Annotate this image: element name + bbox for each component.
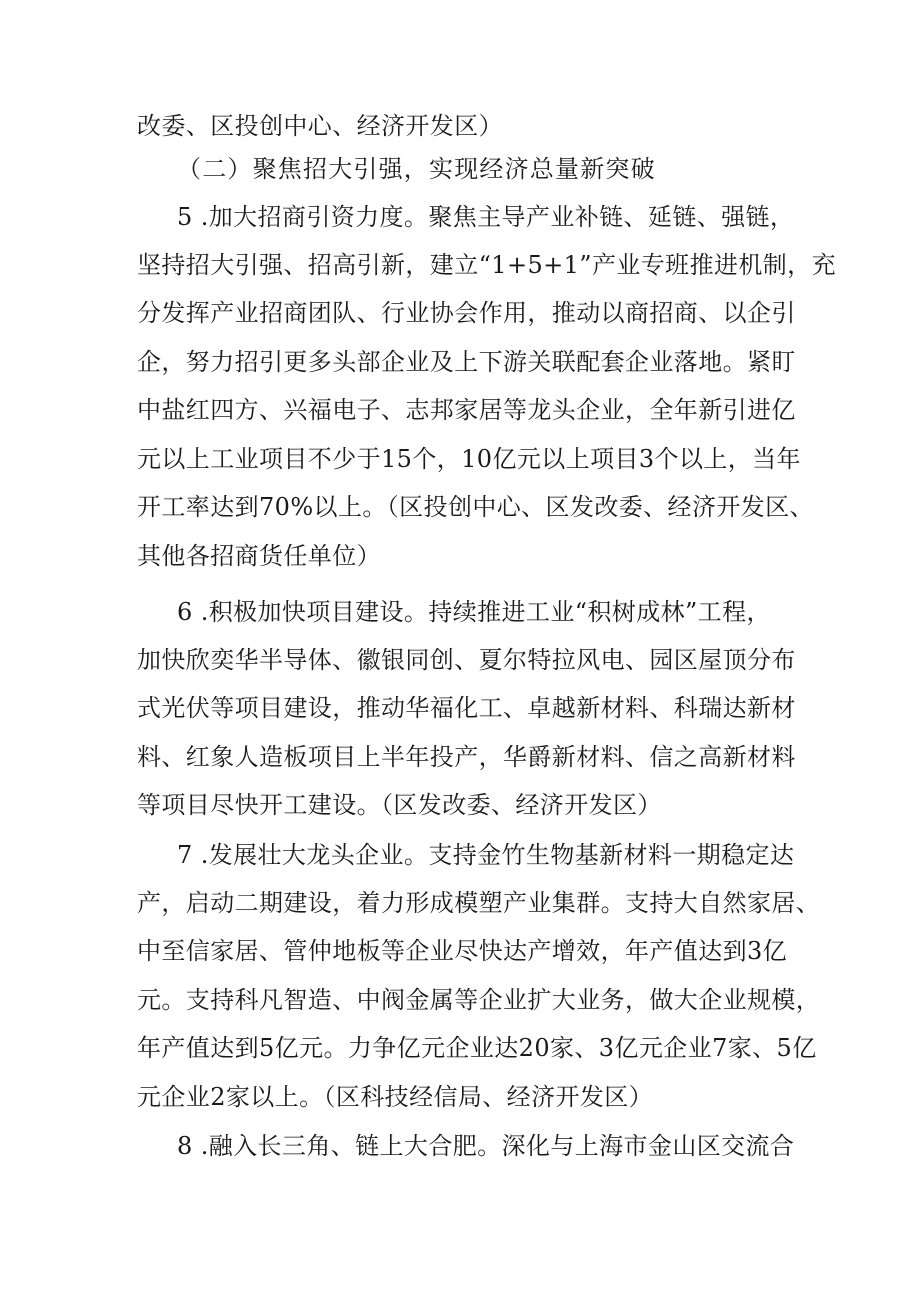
text-line: 元。支持科凡智造、中阀金属等企业扩大业务，做大企业规模， (137, 986, 821, 1014)
text-line: 产，启动二期建设，着力形成模塑产业集群。支持大自然家居、 (137, 889, 821, 917)
item-7-heading-line: 7 .发展壮大龙头企业。支持金竹生物基新材料一期稳定达 (177, 841, 795, 869)
section-heading: （二）聚焦招大引强，实现经济总量新突破 (177, 155, 656, 183)
text-line: 中盐红四方、兴福电子、志邦家居等龙头企业，全年新引进亿 (137, 396, 796, 424)
text-line: 式光伏等项目建设，推动华福化工、卓越新材料、科瑞达新材 (137, 694, 796, 722)
text-line: 等项目尽快开工建设。（区发改委、经济开发区） (137, 791, 662, 819)
text-line: 料、红象人造板项目上半年投产，华爵新材料、信之高新材料 (137, 743, 796, 771)
item-8-heading-line: 8 .融入长三角、链上大合肥。深化与上海市金山区交流合 (177, 1132, 795, 1160)
text-line: 中至信家居、管仲地板等企业尽快达产增效，年产值达到3亿 (137, 937, 788, 965)
item-6-heading-line: 6 .积极加快项目建设。持续推进工业“积树成林”工程， (177, 598, 771, 626)
text-line: 加快欣奕华半导体、徽银同创、夏尔特拉风电、园区屋顶分布 (137, 646, 796, 674)
text-line: 开工率达到70%以上。（区投创中心、区发改委、经济开发区、 (137, 493, 814, 521)
text-line: 元以上工业项目不少于15个，10亿元以上项目3个以上，当年 (137, 445, 801, 473)
text-line: 年产值达到5亿元。力争亿元企业达20家、3亿元企业7家、5亿 (137, 1034, 817, 1062)
text-line: 企，努力招引更多头部企业及上下游关联配套企业落地。紧盯 (137, 348, 796, 376)
text-line: 改委、区投创中心、经济开发区） (137, 112, 503, 140)
text-line: 分发挥产业招商团队、行业协会作用，推动以商招商、以企引 (137, 299, 796, 327)
text-line: 坚持招大引强、招高引新，建立“1+5+1”产业专班推进机制，充 (137, 251, 836, 279)
item-5-heading-line: 5 .加大招商引资力度。聚焦主导产业补链、延链、强链， (177, 203, 795, 231)
text-line: 其他各招商货任单位） (137, 542, 381, 570)
text-line: 元企业2家以上。（区科技经信局、经济开发区） (137, 1083, 654, 1111)
